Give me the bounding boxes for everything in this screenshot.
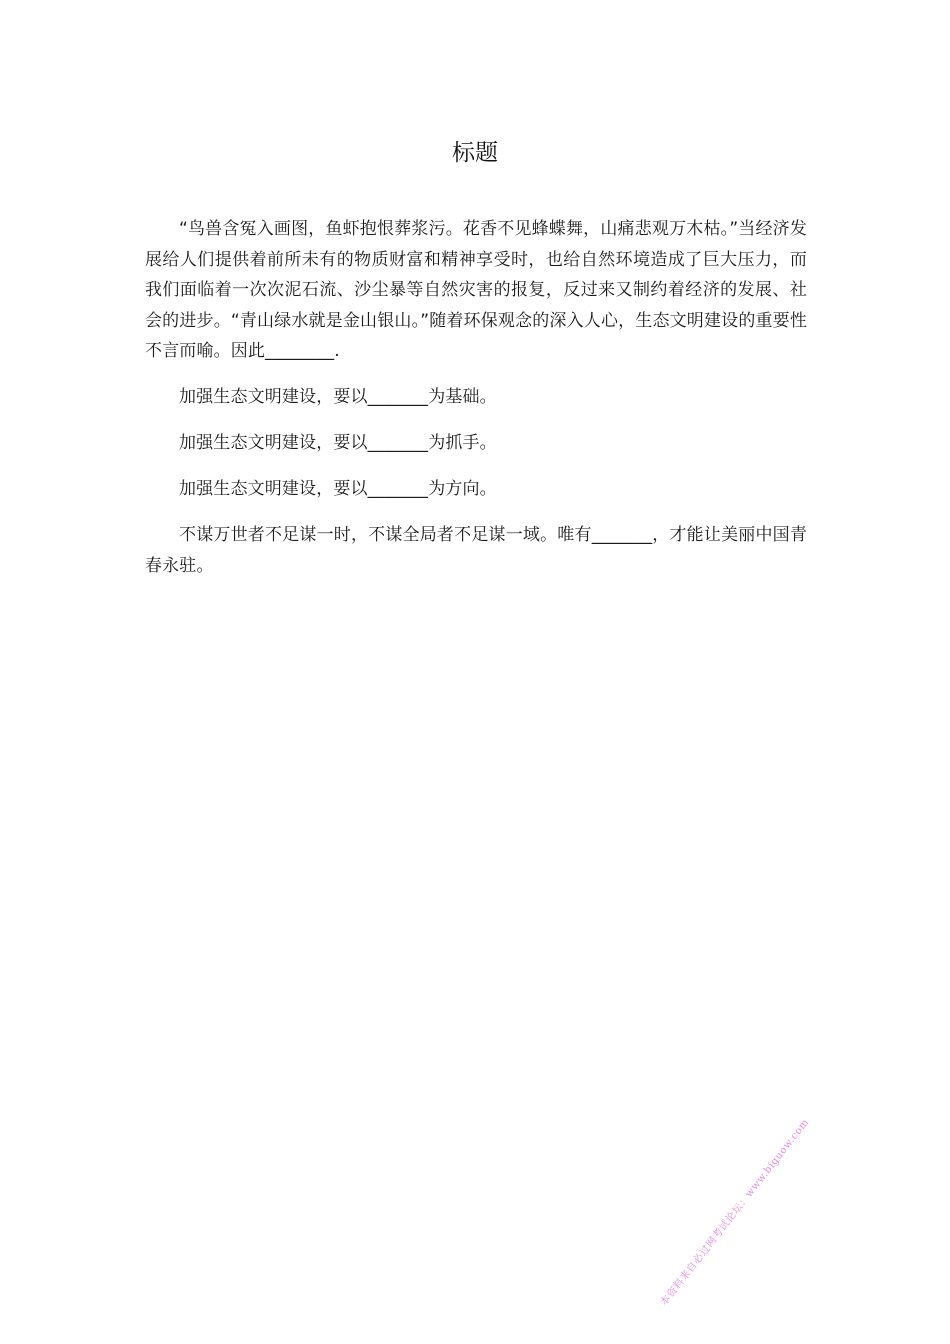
paragraph-lever: 加强生态文明建设，要以_______为抓手。 [179,433,497,453]
paragraph-conclusion: 不谋万世者不足谋一时，不谋全局者不足谋一域。唯有_______，才能让美丽中国青春永驻。 [145,525,807,576]
watermark-text: 本资料来自必过网考试论坛：www.biguow.com [658,1117,812,1309]
paragraph-foundation: 加强生态文明建设，要以_______为基础。 [179,387,497,407]
paragraph-direction: 加强生态文明建设，要以_______为方向。 [179,479,497,499]
paragraph-intro: “鸟兽含冤入画图，鱼虾抱恨葬浆污。花香不见蜂蝶舞，山痛悲观万木枯。”当经济发展给人们提供着前所未有的物质财富和精神享受时，也给自然环境造成了巨大压力，而我们面临着一次次泥石流、沙尘暴等自然灾害的报复，反过来又制约着经济的发展、社会的进步。“青山绿水就是金山银山。”随着环保观念的深入人心，生态文明建设的重要性不言而喻。因此________. [145,219,807,361]
document-title: 标题 [452,140,498,166]
